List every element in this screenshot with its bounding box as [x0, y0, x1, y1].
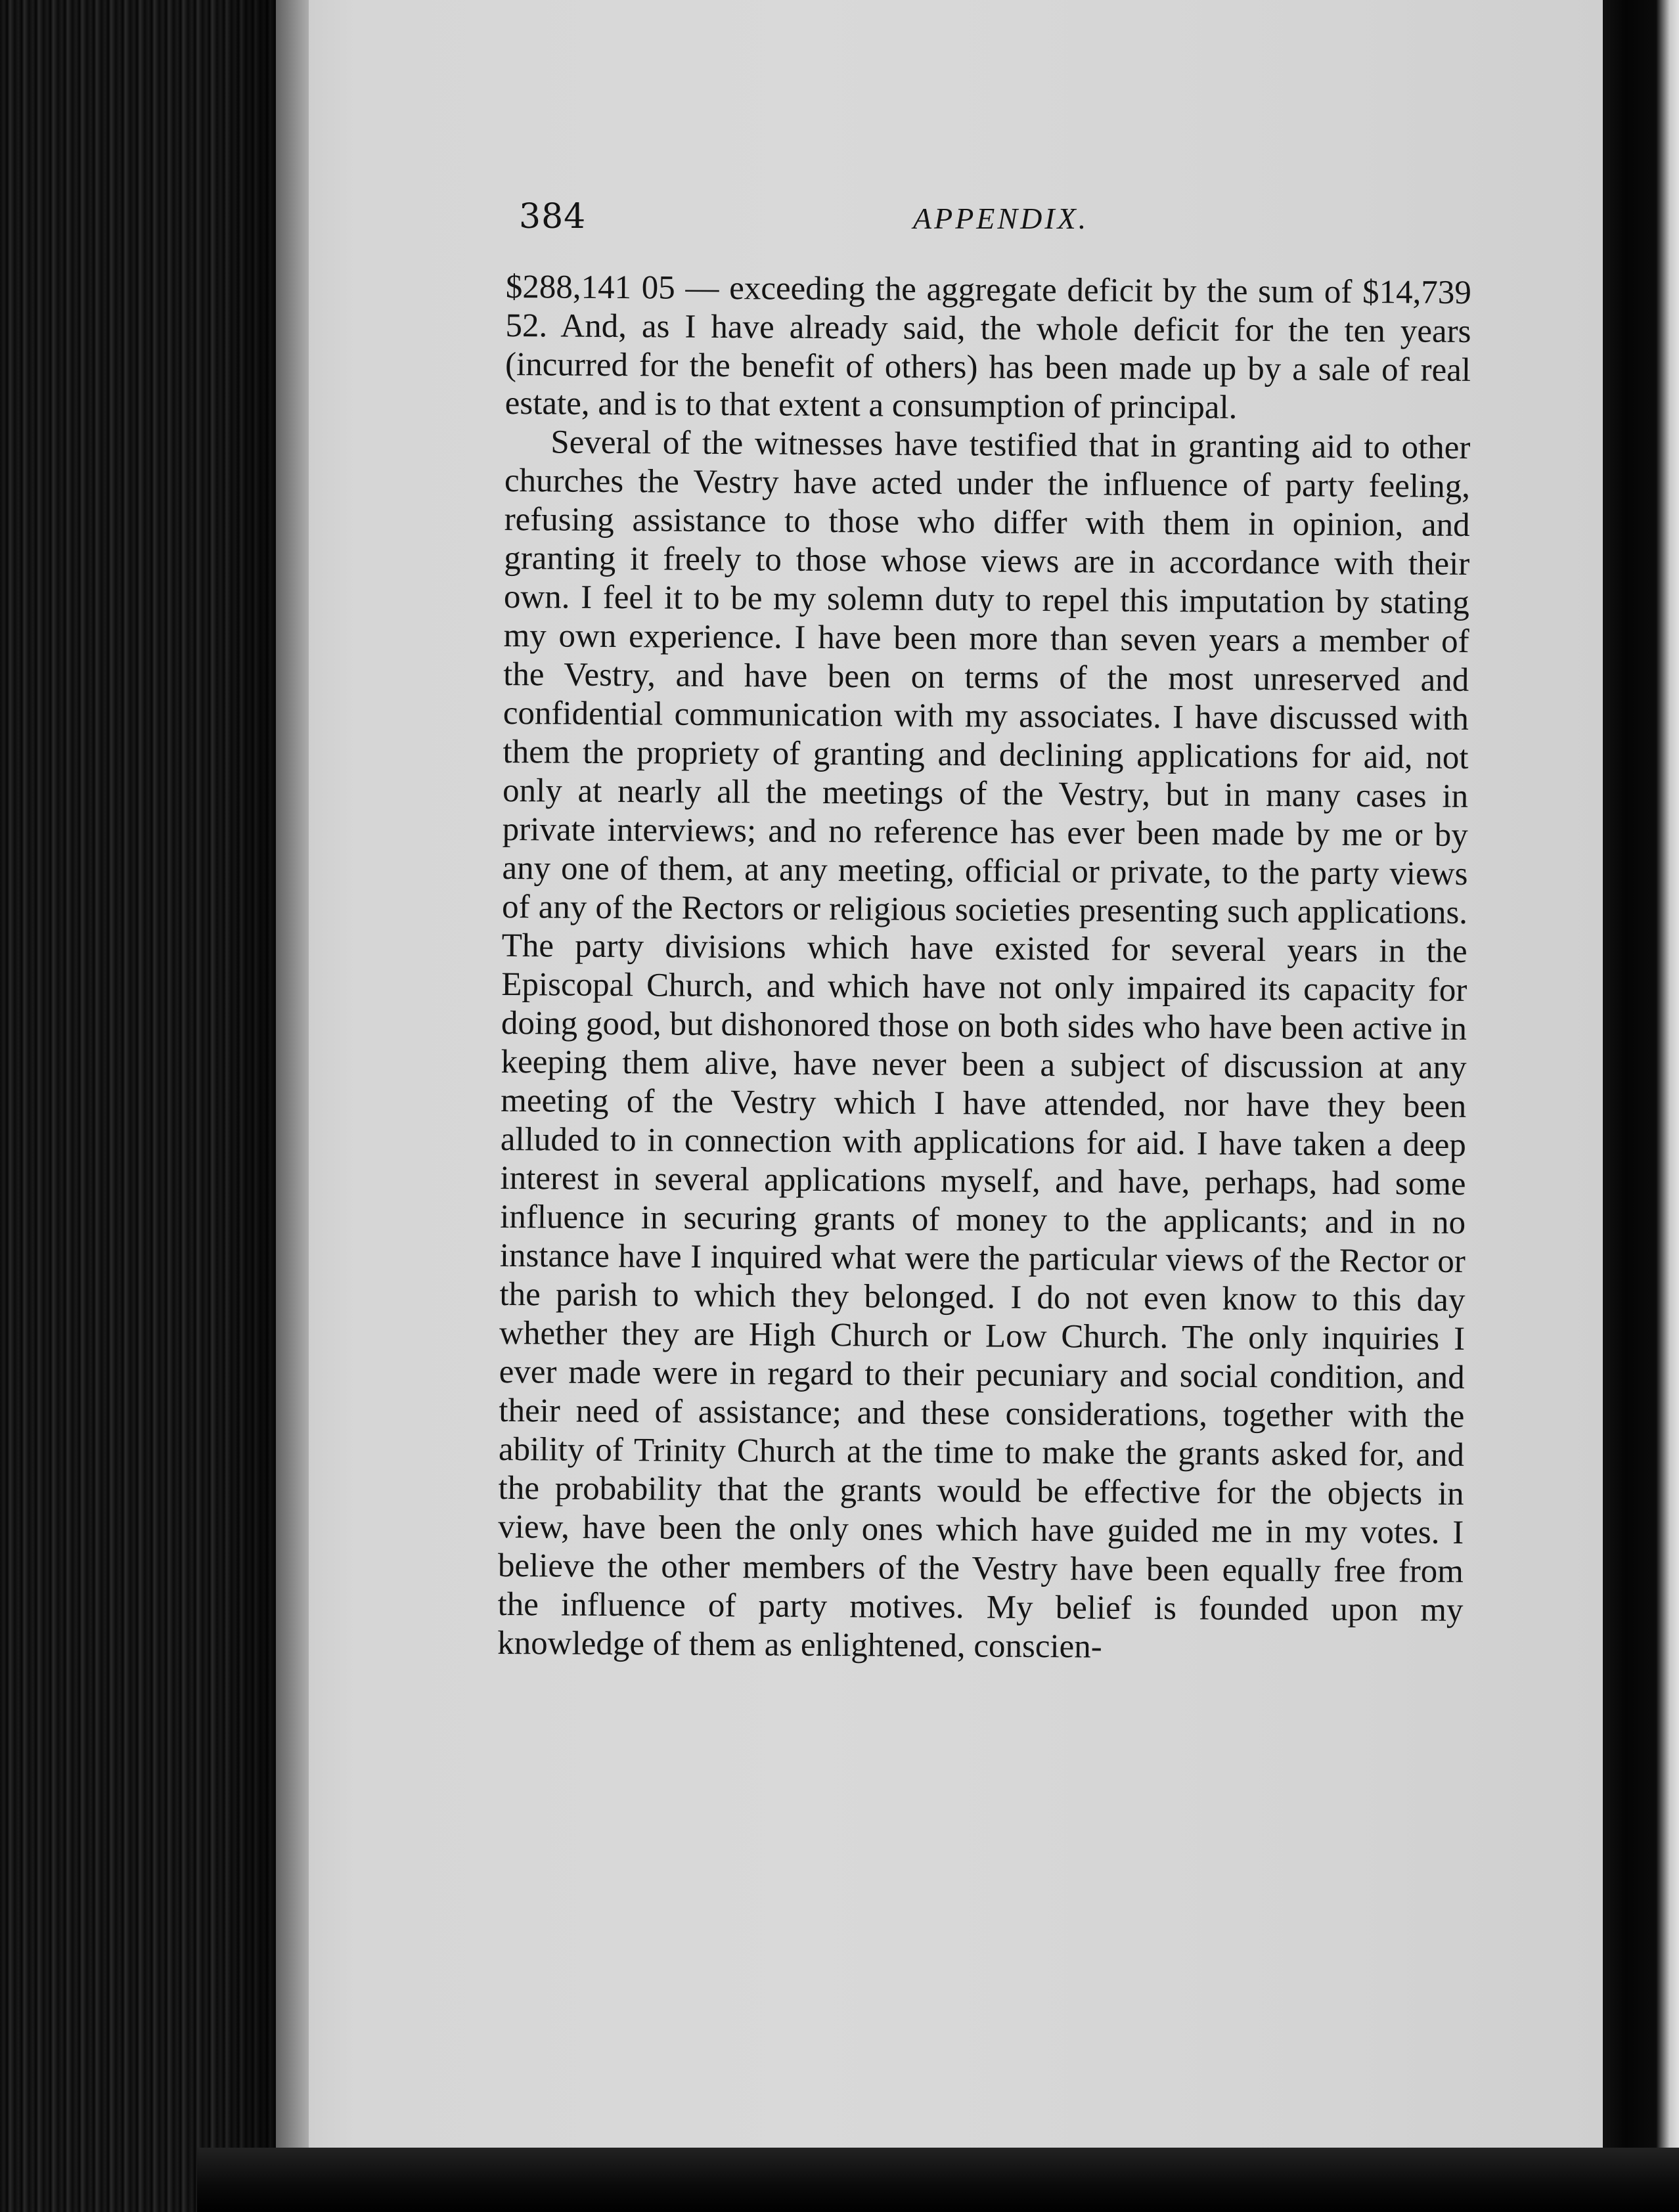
running-head: APPENDIX. [913, 202, 1089, 235]
page-number: 384 [519, 197, 587, 236]
body-text [497, 268, 1471, 1669]
paragraph: $288,141 05 — exceeding the aggregate deficit by the sum of $14,739 52. And, as I have already said, the whole deficit for the ten years (incurred for the benefit of others) has been made up by a sale of real estate, and is to that extent a consumption of principal. [504, 268, 1471, 426]
spine-shadow [217, 0, 309, 2212]
bottom-shadow [197, 2148, 1679, 2212]
page-header [519, 197, 1478, 256]
paragraph: Several of the witnesses have testified that in granting aid to other churches the Vestry have acted under the influence of party feeling, refusing assistance to those who differ with them in opinion, and granting it freely to those whose views are in accordance with their own. I feel it to be my solemn duty to repel this imputation by stating my own experience. I have been more than seven years a member of the Vestry, and have been on terms of the most unreserved and confidential communication with my associates. I have discussed with them the propriety of granting and declining applications for aid, not only at nearly all the meetings of the Vestry, but in many cases in private interviews; and no reference has ever been made by me or by any one of them, at any meeting, official or private, to the party views of any of the Rectors or religious societies presenting such applications. The party divisions which have existed for several years in the Episcopal Church, and which have not only impaired its capacity for doing good, but dishonored those on both sides who have been active in keeping them alive, have never been a subject of discussion at any meeting of the Vestry which I have attended, nor have they been alluded to in connection with applications for aid. I have taken a deep interest in several applications myself, and have, perhaps, had some influence in securing grants of money to the applicants; and in no instance have I inquired what were the particular views of the Rector or the parish to which they belonged. I do not even know to this day whether they are High Church or Low Church. The only inquiries I ever made were in regard to their pecuniary and social condition, and their need of assistance; and these considerations, together with the ability of Trinity Church at the time to make the grants asked for, and the probability that the grants would be effective for the objects in view, have been the only ones which have guided me in my votes. I believe the other members of the Vestry have been equally free from the influence of party motives. My belief is founded upon my knowledge of them as enlightened, conscien- [497, 424, 1471, 1666]
facing-page-edge [1603, 0, 1679, 2212]
